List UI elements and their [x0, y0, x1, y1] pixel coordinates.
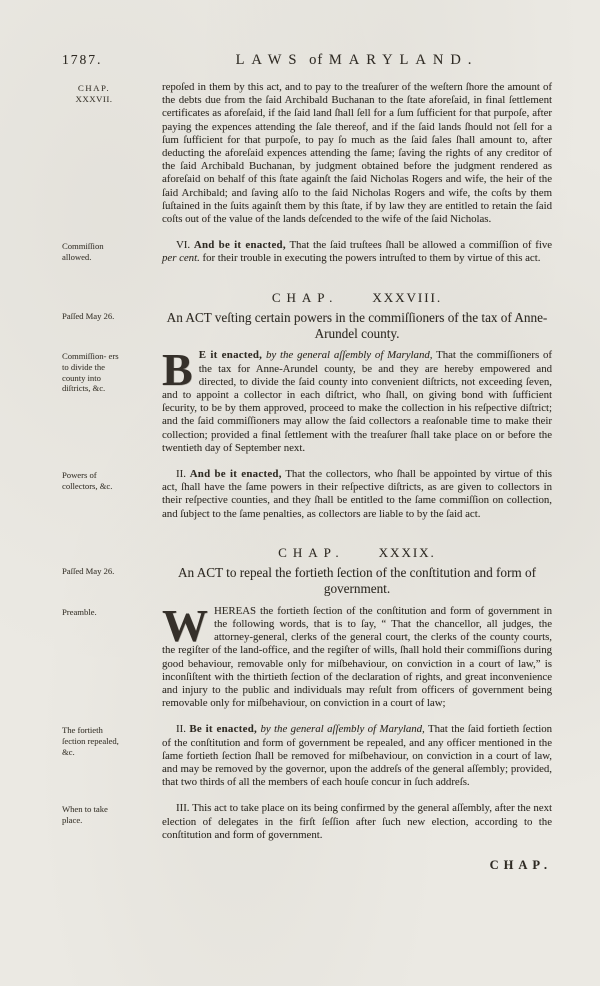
- title-maryland: MARYLAND.: [328, 52, 479, 68]
- margin-note-preamble: Preamble.: [62, 606, 97, 617]
- margin-note-commissioners-divide: Commiſſion- ers to divide the county into diſtricts, &c.: [62, 351, 119, 394]
- chap-number: XXXIX.: [378, 544, 436, 560]
- enacting-words: Be it enacted,: [189, 723, 258, 736]
- margin-note-when-to-take-place: When to take place.: [62, 804, 108, 825]
- margin-note-fortieth-repealed: The fortieth ſection repealed, &c.: [62, 725, 119, 757]
- paragraph-chap37-vi: [162, 239, 552, 265]
- section-text: That the ſaid truſtees ſhall be allowed a commiſſion of five: [285, 239, 553, 252]
- section-chap39-ii: [62, 723, 552, 802]
- enacting-words: And be it enacted,: [193, 239, 286, 252]
- italic-assembly: by the general aſſembly of Maryland,: [262, 349, 433, 362]
- page-title: [162, 52, 552, 69]
- enacting-words: E it enacted,: [198, 349, 263, 362]
- dropcap-b: B: [162, 344, 193, 396]
- paragraph-chap39-iii: III. This act to take place on its being confirmed by the general aſſembly, after the next election of delegates in the firſt ſeſſion after ſuch new election, according to the conſtitution and form of government.: [162, 802, 552, 841]
- running-head: [62, 52, 552, 69]
- section-text: HEREAS the fortieth ſection of the conſtitution and form of government in the following words, that is to ſay, “ That the chancellor, all judges, the attorney-general, clerks of the general court, the clerks of the county courts, the regiſter of the land-office, and the regiſter of wills, ſhall hold their commiſſions during good behaviour, removable only for miſbehaviour, on conviction in a court of law,” is inconſiſtent with the thirtieth ſection of the declaration of rights, and great inconvenience and injury to the public and individuals may reſult from officers of government being removable only for miſbehaviour, on conviction in a court of law;: [162, 604, 552, 710]
- margin-chap-number: XXXVII.: [75, 93, 113, 104]
- italic-per-cent: per cent.: [162, 252, 200, 265]
- paragraph-chap39-ii: [162, 723, 552, 789]
- chap38-heading-row: [62, 279, 552, 309]
- margin-note-powers-of-collectors: Powers of collectors, &c.: [62, 470, 113, 491]
- paragraph-chap37-continuation: repoſed in them by this act, and to pay to the treaſurer of the weſtern ſhore the amount of the debts due from the ſaid Archibald Buchanan to the ſtate aforeſaid, in final ſettlement certificates as aforeſaid, if the ſaid land ſhall ſell for a ſum ſufficient for that purpoſe, after paying the expences attending the ſale thereof, and if the ſaid lands ſhould not ſell for a ſum ſufficient for that purpoſe, to pay ſo much as the ſaid ſales ſhall amount to, after deducting the aforeſaid expences attending the ſame; ſaving the rights of any creditor of the ſaid Archibald Buchanan, by judgment obtained before the judgment rendered as aforeſaid on behalf of this ſtate againſt the ſaid Nicholas Rogers and wife, the heir of the ſaid Archibald; and ſaving alſo to the ſaid Nicholas Rogers and wife, the coſts by them ſuſtained in the ſuits againſt them by this ſtate, if by law they are entitled to retain the ſaid coſts out of the value of the lands deſcended to the wife of the ſaid Nicholas.: [162, 81, 552, 226]
- section-text-cont: for their trouble in executing the powers intruſted to them by virtue of this act.: [199, 252, 541, 265]
- section-text: That the commiſſioners of the tax for Anne-Arundel county, be and they are hereby empowered and directed, to divide the ſaid county into convenient diſtricts, not exceeding ſeven, and to appoint a collector in each diſtrict, who ſhall, on giving bond with ſufficient ſecurity, to be by them approved, proceed to make the collection in his reſpective diſtrict; and the ſaid commiſſioners may allow the ſaid collectors a reaſonable time to make their collection; provided a final ſettlement with the treaſurer ſhall take place on or before the twentieth day of September next.: [162, 349, 552, 454]
- chap-label: CHAP.: [278, 544, 345, 560]
- paragraph-chap39-preamble: [162, 599, 552, 711]
- section-number: II.: [176, 468, 190, 481]
- section-chap37-body: [62, 81, 552, 239]
- chap38-title-row: [62, 309, 552, 350]
- section-number: II.: [176, 723, 190, 736]
- section-chap39-preamble: [62, 599, 552, 724]
- chap39-act-title: An ACT to repeal the fortieth ſection of the conſtitution and form of government.: [178, 564, 536, 597]
- section-text: That the collectors, who ſhall be appointed by virtue of this act, ſhall have the ſame powers in their reſpective diſtricts, as are given to collectors in their reſpective counties, and they ſhall be entitled to the ſame commiſſion on collection, and ſubject to the ſame penalties, as collectors are liable to by the ſaid act.: [162, 468, 552, 520]
- enacting-words: And be it enacted,: [189, 468, 282, 481]
- italic-assembly: by the general aſſembly of Maryland,: [257, 723, 425, 736]
- chap39-heading: [162, 545, 552, 561]
- margin-note-passed-may-26: Paſſed May 26.: [62, 310, 115, 321]
- title-of: of: [309, 52, 324, 68]
- margin-chap-label: CHAP.: [77, 83, 111, 93]
- section-text: That the ſaid fortieth ſection of the conſtitution and form of government be repealed, and any officer mentioned in the ſame fortieth ſection ſhall be removed for miſbehaviour, on conviction in a court of law, and may be removed by the governor, upon the addreſs of the general aſſembly; provided, that two thirds of all the members of each houſe concur in ſuch addreſs.: [162, 723, 552, 789]
- chap-label: CHAP.: [271, 289, 339, 305]
- chap39-title-row: [62, 564, 552, 605]
- catchword-row: [62, 842, 552, 873]
- title-laws: LAWS: [235, 52, 304, 68]
- section-chap38-ii: [62, 468, 552, 534]
- margin-note-passed-may-26: Paſſed May 26.: [62, 565, 115, 576]
- section-chap38-i: [62, 344, 552, 468]
- margin-note-commission-allowed: Commiſſion allowed.: [62, 241, 104, 262]
- dropcap-w: W: [162, 599, 208, 651]
- chap39-heading-row: [62, 534, 552, 564]
- chap-number: XXXVIII.: [372, 289, 443, 305]
- margin-note-chap37: [62, 81, 126, 239]
- chap38-heading: [162, 290, 552, 306]
- section-chap39-iii: [62, 802, 552, 842]
- chap38-act-title: An ACT veſting certain powers in the commiſſioners of the tax of Anne-Arundel county.: [166, 309, 548, 342]
- page-year: 1787.: [62, 52, 103, 67]
- paragraph-chap38-i: [162, 344, 552, 455]
- catchword: CHAP.: [489, 857, 552, 872]
- paragraph-chap38-ii: [162, 468, 552, 521]
- section-chap37-vi: [62, 239, 552, 278]
- section-number: VI.: [176, 239, 194, 252]
